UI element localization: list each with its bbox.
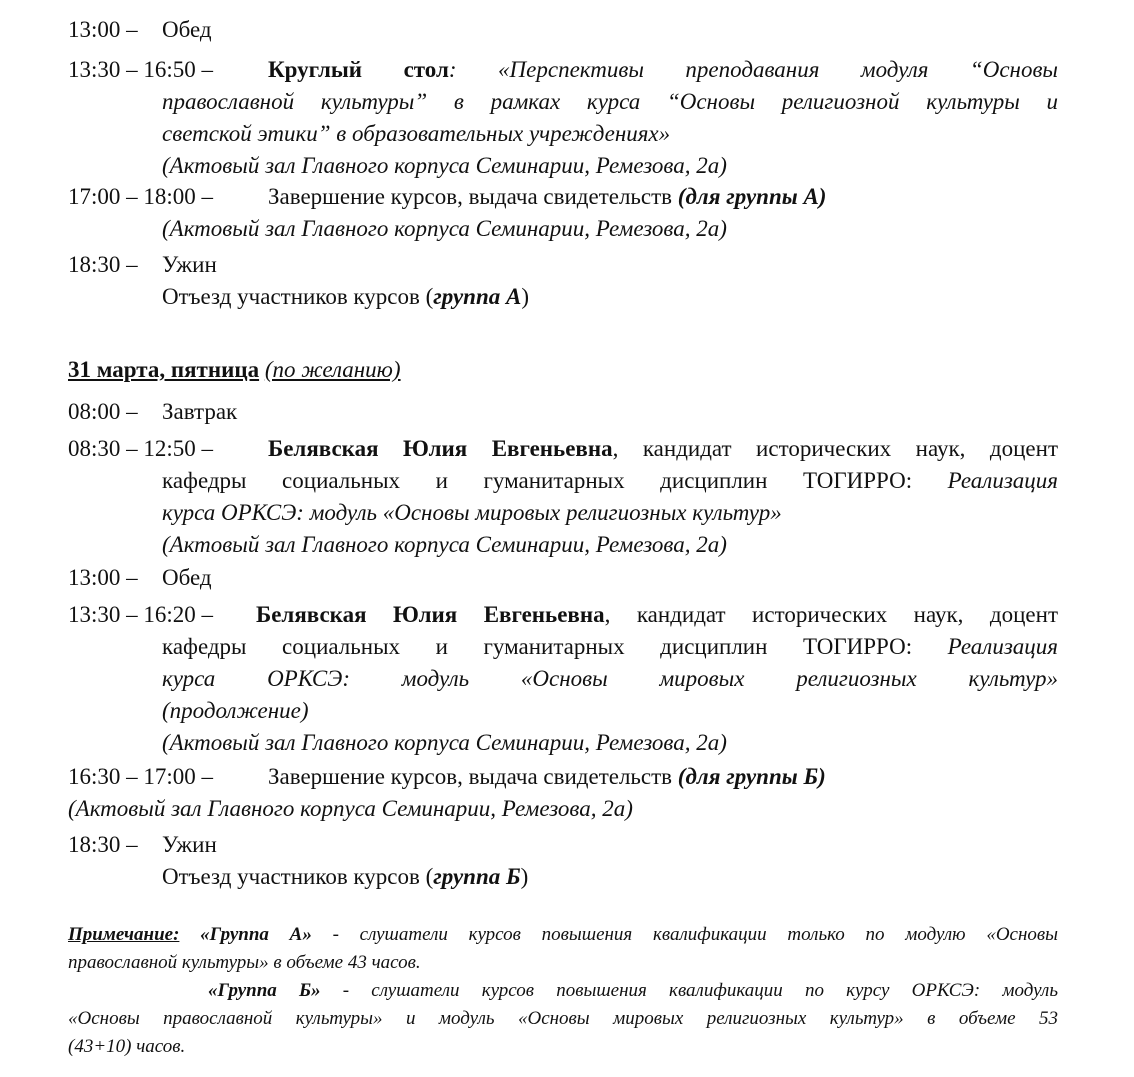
entry-breakfast bbox=[68, 396, 1058, 428]
entry-place: (Актовый зал Главного корпуса Семинарии, Ремезова, 2а) bbox=[68, 796, 633, 821]
entry-lecture-2 bbox=[68, 599, 1058, 631]
entry-text: Завершение курсов, выдача свидетельств bbox=[268, 764, 678, 789]
entry-round-table bbox=[68, 54, 1058, 86]
entry-text-close: ) bbox=[521, 284, 530, 309]
day-heading-date: 31 марта, пятница bbox=[68, 357, 260, 382]
entry-lunch-2 bbox=[68, 562, 1058, 594]
entry-place: (Актовый зал Главного корпуса Семинарии, Ремезова, 2а) bbox=[162, 730, 727, 755]
entry-time: 13:30 – 16:50 – bbox=[68, 57, 214, 82]
lecture-topic: Реализация bbox=[947, 634, 1058, 659]
entry-dinner-b bbox=[68, 829, 1058, 861]
entry-time: 18:30 – bbox=[68, 252, 138, 277]
day-heading bbox=[68, 354, 1058, 386]
entry-time: 13:00 – bbox=[68, 565, 138, 590]
lecture-topic-cont: курса ОРКСЭ: модуль «Основы мировых религиозных культур» bbox=[162, 666, 1058, 691]
entry-text: Завтрак bbox=[162, 399, 238, 424]
entry-time: 13:00 – bbox=[68, 17, 138, 42]
entry-time: 13:30 – 16:20 – bbox=[68, 602, 214, 627]
lecture-topic-cont2: (продолжение) bbox=[162, 698, 309, 723]
lecture-topic: Реализация bbox=[947, 468, 1058, 493]
speaker-title: , кандидат исторических наук, доцент bbox=[612, 436, 1059, 461]
note-group-b: «Группа Б» bbox=[208, 980, 321, 1001]
note-group-b-text: - слушатели курсов повышения квалификации по курсу ОРКСЭ: модуль bbox=[320, 980, 1058, 1001]
entry-text: Ужин bbox=[162, 252, 217, 277]
speaker-name: Белявская Юлия Евгеньевна bbox=[268, 436, 613, 461]
entry-lecture-2-cont bbox=[68, 631, 1058, 759]
entry-closing-a bbox=[68, 181, 1058, 213]
note-group-b-text2: «Основы православной культуры» и модуль «Основы мировых религиозных культур» в объеме 53 bbox=[68, 1008, 1058, 1029]
entry-body bbox=[268, 54, 1058, 86]
entry-place: (Актовый зал Главного корпуса Семинарии, Ремезова, 2а) bbox=[162, 153, 727, 178]
entry-body bbox=[268, 761, 1058, 793]
entry-departure-a bbox=[68, 281, 1058, 313]
speaker-name: Белявская Юлия Евгеньевна bbox=[256, 602, 605, 627]
entry-body bbox=[268, 181, 1058, 213]
note-group-a-text2: православной культуры» в объеме 43 часов. bbox=[68, 952, 421, 973]
entry-time: 08:00 – bbox=[68, 399, 138, 424]
entry-topic-line2: православной культуры” в рамках курса “Основы религиозной культуры и bbox=[162, 89, 1058, 114]
note-group-a-text: - слушатели курсов повышения квалификации только по модулю «Основы bbox=[311, 924, 1059, 945]
entry-lecture-1-cont bbox=[68, 465, 1058, 561]
entry-group: (для группы А) bbox=[677, 184, 827, 209]
entry-time: 08:30 – 12:50 – bbox=[68, 436, 214, 461]
note bbox=[68, 921, 1058, 1061]
lecture-topic-cont: курса ОРКСЭ: модуль «Основы мировых религиозных культур» bbox=[162, 500, 782, 525]
entry-time: 16:30 – 17:00 – bbox=[68, 764, 214, 789]
speaker-title: , кандидат исторических наук, доцент bbox=[604, 602, 1059, 627]
speaker-dept: кафедры социальных и гуманитарных дисциплин ТОГИРРО: bbox=[162, 634, 948, 659]
entry-text: Ужин bbox=[162, 832, 217, 857]
entry-title: Круглый стол bbox=[268, 57, 449, 82]
note-group-b-text3: (43+10) часов. bbox=[68, 1036, 186, 1057]
entry-time: 17:00 – 18:00 – bbox=[68, 184, 214, 209]
entry-topic-line3: светской этики” в образовательных учреждениях» bbox=[162, 121, 671, 146]
note-label: Примечание: bbox=[68, 924, 180, 945]
entry-dinner-a bbox=[68, 249, 1058, 281]
speaker-dept: кафедры социальных и гуманитарных дисциплин ТОГИРРО: bbox=[162, 468, 948, 493]
entry-closing-b-place bbox=[68, 793, 1058, 825]
entry-text: Завершение курсов, выдача свидетельств bbox=[268, 184, 678, 209]
entry-time: 18:30 – bbox=[68, 832, 138, 857]
entry-lecture-1 bbox=[68, 433, 1058, 465]
entry-place: (Актовый зал Главного корпуса Семинарии, Ремезова, 2а) bbox=[162, 532, 727, 557]
entry-place: (Актовый зал Главного корпуса Семинарии, Ремезова, 2а) bbox=[162, 216, 727, 241]
entry-closing-a-place bbox=[68, 213, 1058, 245]
entry-departure-b bbox=[68, 861, 1058, 893]
note-group-a: «Группа А» bbox=[200, 924, 312, 945]
entry-round-table-cont bbox=[68, 86, 1058, 182]
entry-text: Отъезд участников курсов ( bbox=[162, 284, 434, 309]
entry-group: (для группы Б) bbox=[677, 764, 826, 789]
day-heading-optional: (по желанию) bbox=[264, 357, 401, 382]
entry-body-cont bbox=[68, 86, 1058, 182]
entry-text: Отъезд участников курсов ( bbox=[162, 864, 434, 889]
entry-topic-line1: : «Перспективы преподавания модуля “Основы bbox=[448, 57, 1058, 82]
entry-group: группа А bbox=[433, 284, 522, 309]
entry-text: Обед bbox=[162, 565, 212, 590]
entry-text: Обед bbox=[162, 17, 212, 42]
entry-closing-b bbox=[68, 761, 1058, 793]
entry-group: группа Б bbox=[433, 864, 521, 889]
entry-text-close: ) bbox=[520, 864, 529, 889]
entry-lunch-1 bbox=[68, 14, 1058, 46]
